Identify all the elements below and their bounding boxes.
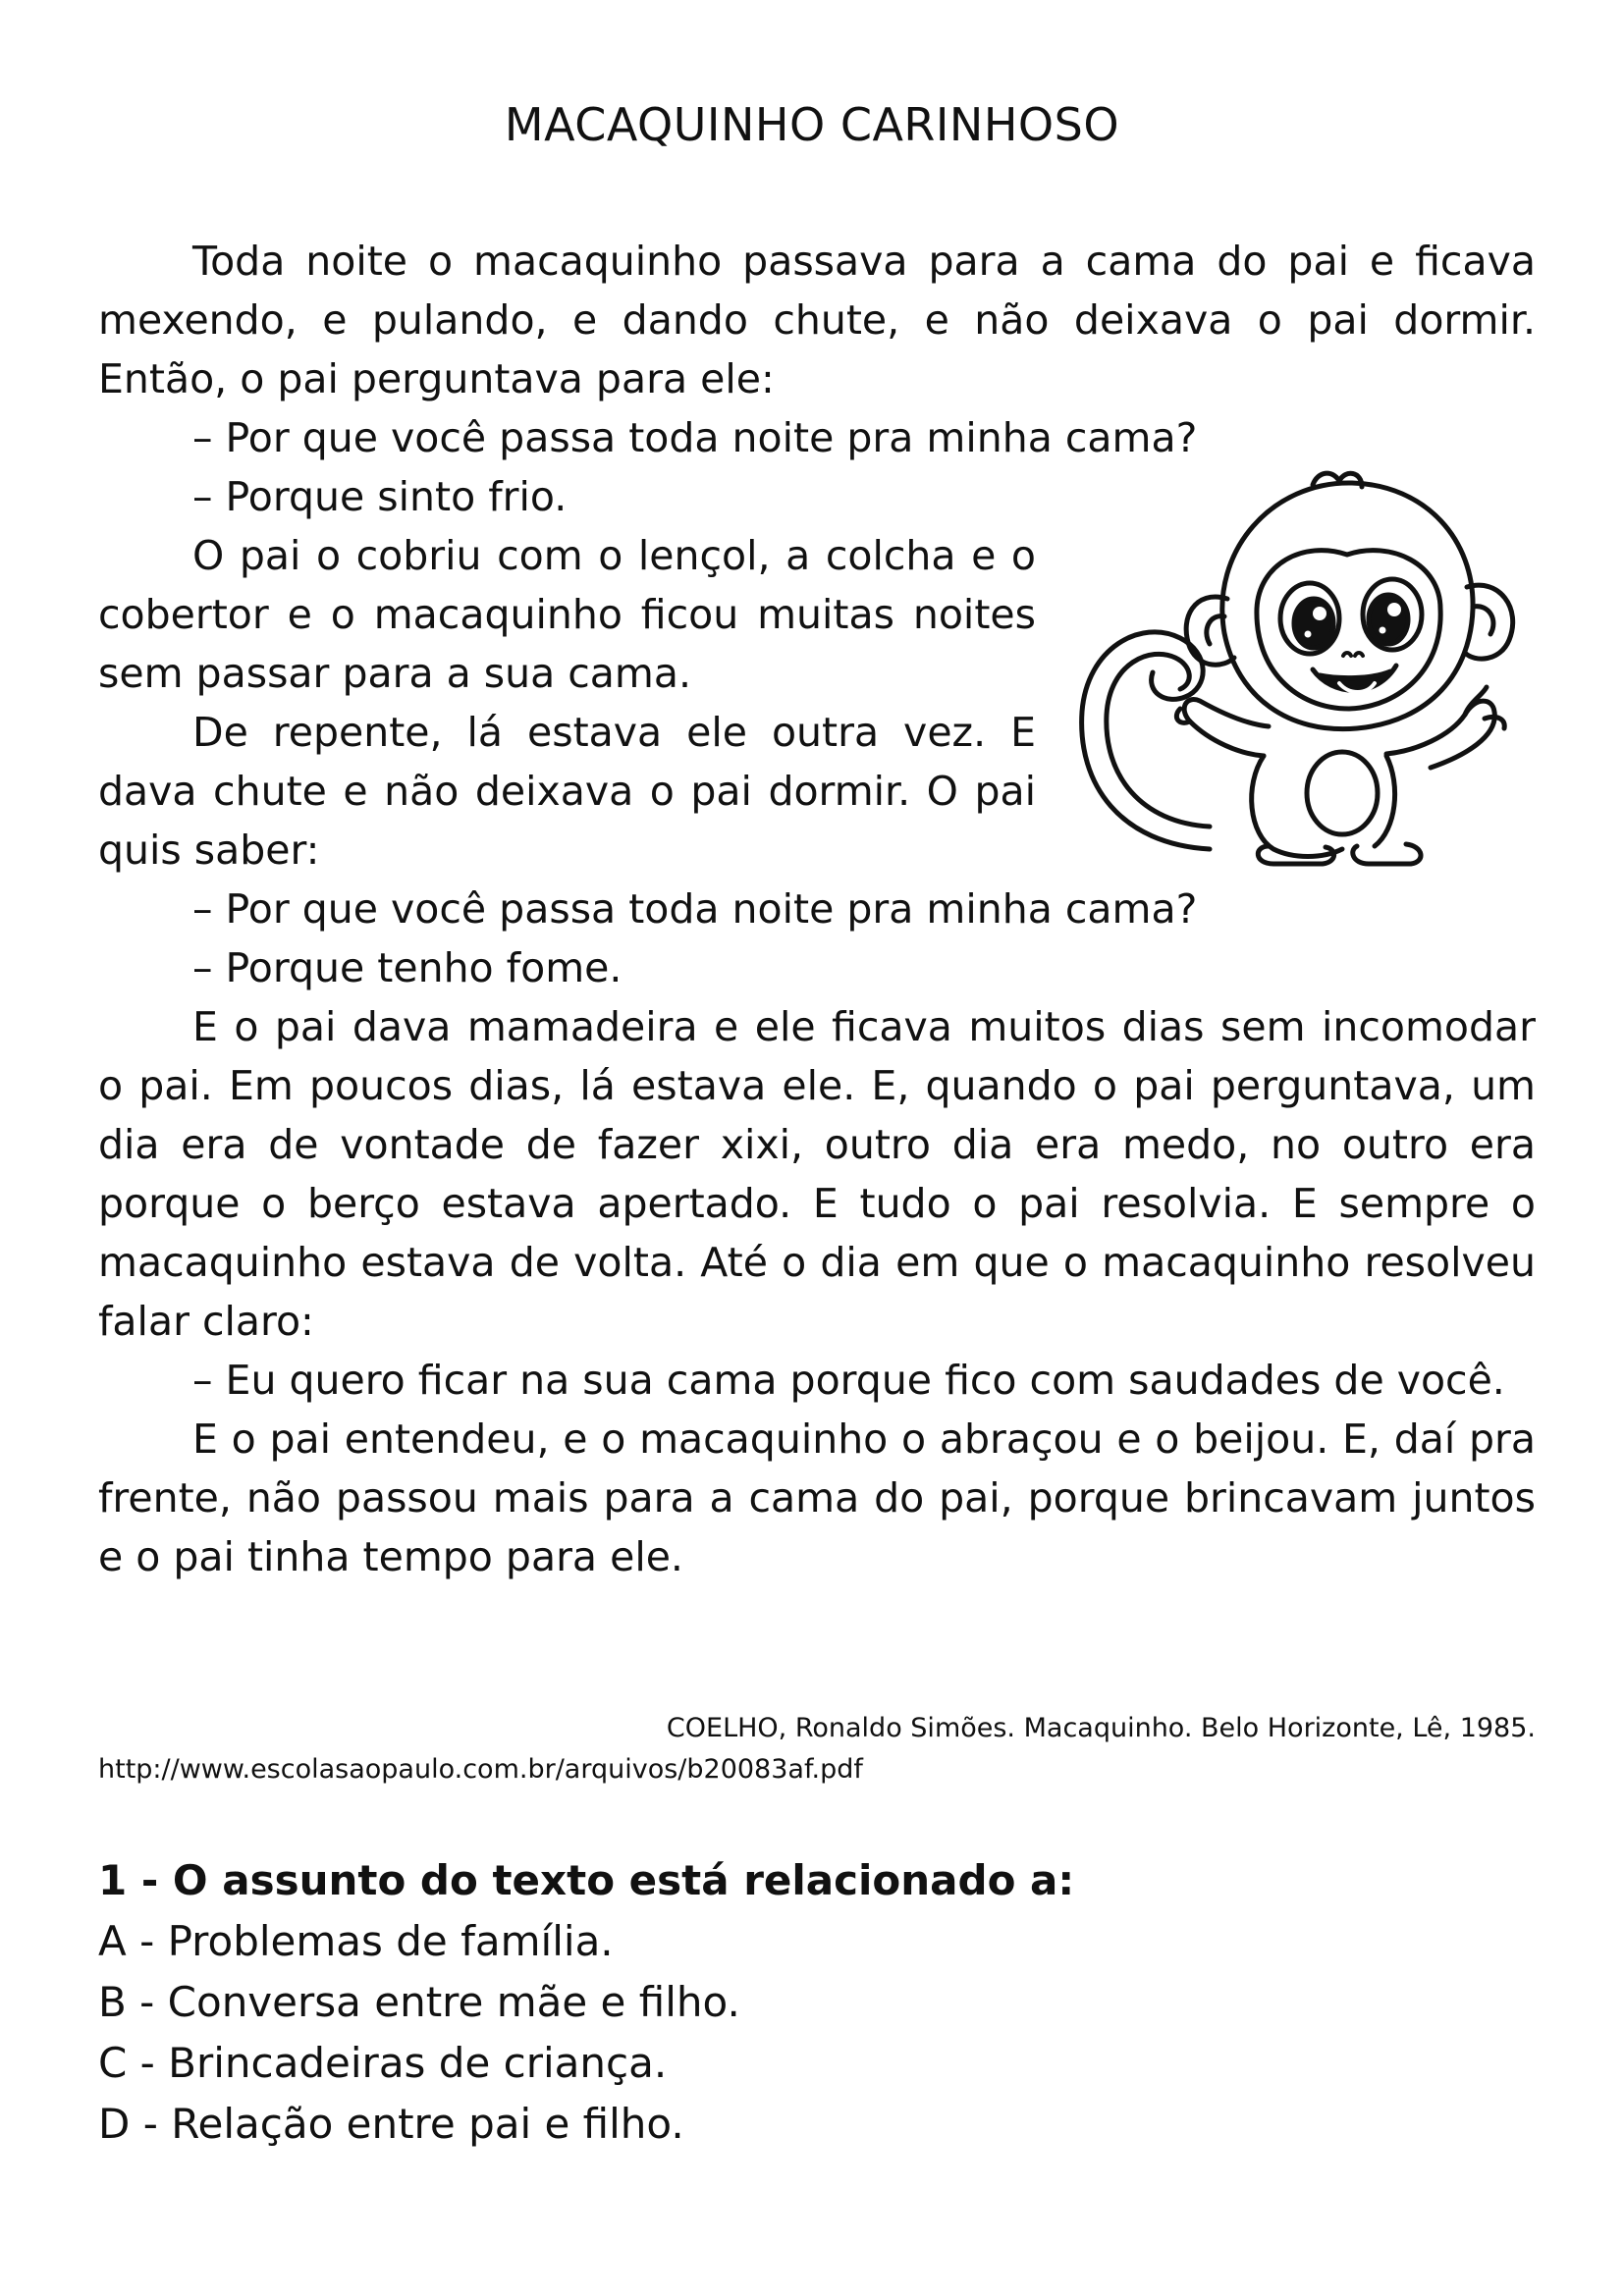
story-text xyxy=(98,232,1536,1586)
story-paragraph: Toda noite o macaquinho passava para a cama do pai e ficava mexendo, e pulando, e dando chute, e não deixava o pai dormir. Então, o pai perguntava para ele: xyxy=(98,238,1536,402)
story-paragraph: E o pai dava mamadeira e ele ficava muitos dias sem incomodar o pai. Em poucos dias, lá estava ele. E, quando o pai perguntava, um dia era de vontade de fazer xixi, outro dia era medo, no outro era porque o berço estava apertado. E tudo o pai resolvia. E sempre o macaquinho estava de volta. Até o dia em que o macaquinho resolveu falar claro: xyxy=(98,1003,1536,1345)
source-citation: COELHO, Ronaldo Simões. Macaquinho. Belo Horizonte, Lê, 1985. xyxy=(666,1713,1536,1743)
story-paragraph: E o pai entendeu, e o macaquinho o abraçou e o beijou. E, daí pra frente, não passou mais para a cama do pai, porque brincavam juntos e o pai tinha tempo para ele. xyxy=(98,1415,1536,1580)
monkey-illustration xyxy=(1062,461,1534,874)
story-paragraph: O pai o cobriu com o lençol, a colcha e o cobertor e o macaquinho ficou muitas noites sem passar para a sua cama. xyxy=(98,532,1036,697)
answer-option-a: A - Problemas de família. xyxy=(98,1917,614,1965)
source-reference xyxy=(98,1708,1536,1790)
answer-option-b: B - Conversa entre mãe e filho. xyxy=(98,1978,740,2026)
story-dialogue: – Eu quero ficar na sua cama porque fico com saudades de você. xyxy=(192,1357,1505,1404)
story-dialogue: – Porque sinto frio. xyxy=(192,473,568,520)
answer-option-c: C - Brincadeiras de criança. xyxy=(98,2039,668,2087)
story-dialogue: – Porque tenho fome. xyxy=(192,944,623,991)
story-dialogue: – Por que você passa toda noite pra minha cama? xyxy=(192,414,1198,461)
page-title: MACAQUINHO CARINHOSO xyxy=(504,98,1120,151)
story-dialogue: – Por que você passa toda noite pra minha cama? xyxy=(192,885,1198,933)
question-title: 1 - O assunto do texto está relacionado a: xyxy=(98,1856,1075,1904)
question-block xyxy=(98,1850,1536,2155)
answer-option-d: D - Relação entre pai e filho. xyxy=(98,2100,684,2148)
story-paragraph: De repente, lá estava ele outra vez. E dava chute e não deixava o pai dormir. O pai quis saber: xyxy=(98,709,1036,874)
source-url: http://www.escolasaopaulo.com.br/arquivos/b20083af.pdf xyxy=(98,1754,863,1785)
